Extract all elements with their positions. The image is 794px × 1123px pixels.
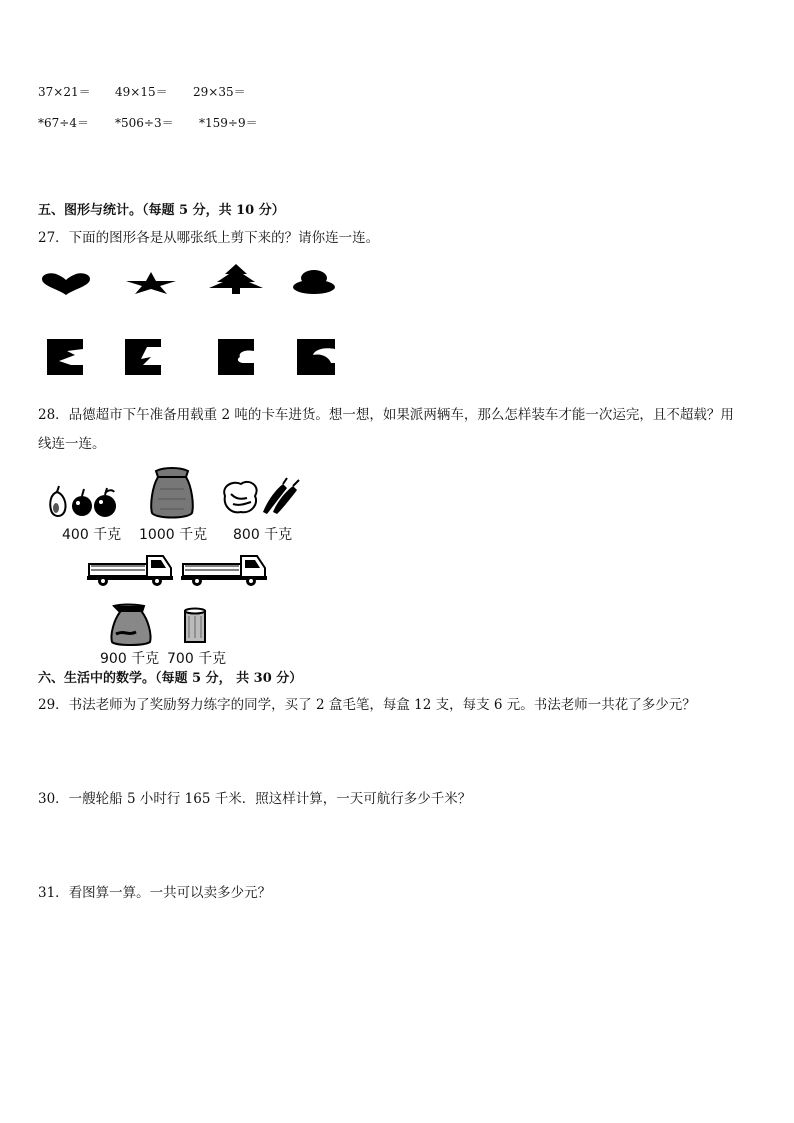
weight-label: 400 千克: [62, 527, 122, 543]
sack-icon: [148, 467, 196, 519]
truck-icon: [181, 552, 267, 588]
question-29: 29．书法老师为了奖励努力练字的同学，买了 2 盒毛笔，每盒 12 支，每支 6 元。书法老师一共花了多少元？: [38, 697, 696, 713]
cut-paper-4: [297, 339, 335, 375]
calc-expr: *67÷4＝: [38, 116, 89, 130]
calc-expr: 49×15＝: [115, 85, 168, 99]
calc-expr: 37×21＝: [38, 85, 91, 99]
tree-icon: [209, 264, 263, 294]
weight-label: 900 千克: [100, 651, 160, 667]
hat-icon: [292, 269, 336, 295]
cut-paper-2: [125, 339, 161, 375]
cut-paper-1: [47, 339, 83, 375]
weight-label: 1000 千克: [139, 527, 208, 543]
section-heading: 五、图形与统计。（每题 5 分，共 10 分）: [38, 203, 285, 218]
section-heading: 六、生活中的数学。（每题 5 分， 共 30 分）: [38, 671, 303, 686]
calc-expr: *159÷9＝: [199, 116, 258, 130]
question-28: 28．品德超市下午准备用载重 2 吨的卡车进货。想一想，如果派两辆车，那么怎样装车才能一次运完，且不超载？用: [38, 407, 734, 423]
truck-icon: [87, 552, 173, 588]
calc-expr: 29×35＝: [193, 85, 246, 99]
fruit-icon: [47, 484, 119, 520]
question-27: 27．下面的图形各是从哪张纸上剪下来的？请你连一连。: [38, 230, 380, 246]
weight-label: 700 千克: [167, 651, 227, 667]
calc-expr: *506÷3＝: [115, 116, 174, 130]
cut-paper-3: [218, 339, 254, 375]
weight-label: 800 千克: [233, 527, 293, 543]
vegetables-icon: [221, 478, 301, 516]
barrel-icon: [183, 608, 207, 644]
question-31: 31．看图算一算。一共可以卖多少元？: [38, 885, 272, 901]
heart-icon: [40, 272, 92, 296]
question-28-cont: 线连一连。: [38, 436, 106, 452]
star-icon: [125, 272, 177, 294]
question-30: 30．一艘轮船 5 小时行 165 千米．照这样计算，一天可航行多少千米？: [38, 791, 472, 807]
bag-icon: [108, 604, 154, 646]
